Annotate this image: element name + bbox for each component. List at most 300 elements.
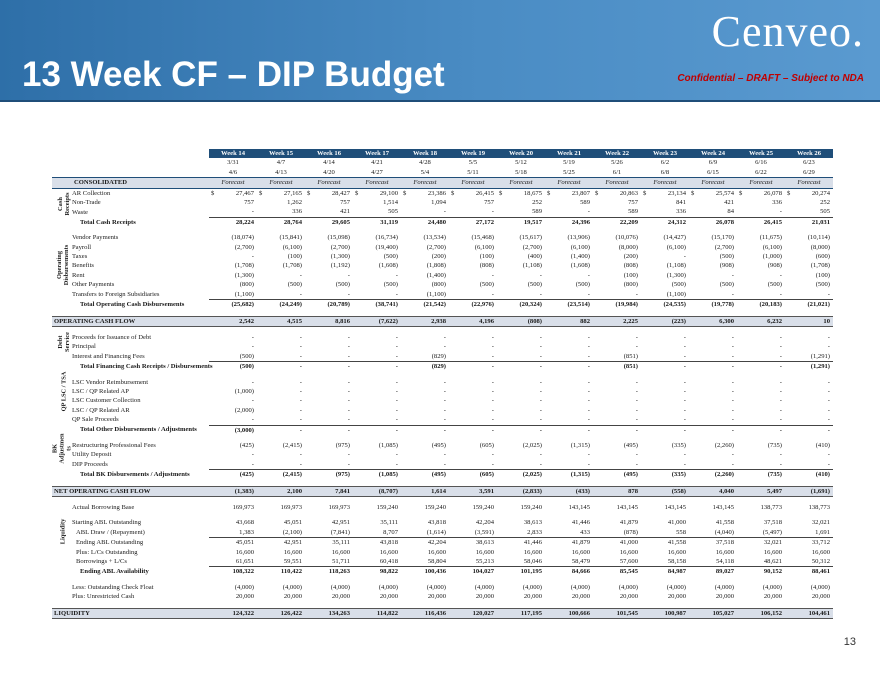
table-cell: [641, 406, 689, 415]
cell-value: 882: [580, 317, 590, 325]
cell-value: 20,000: [283, 593, 302, 601]
cell-value: -: [779, 352, 782, 360]
table-row: [52, 387, 833, 396]
table-cell: [785, 486, 833, 496]
cell-value: (500): [239, 352, 254, 360]
table-row: [52, 280, 833, 289]
table-cell: [497, 290, 545, 300]
cell-value: 110,422: [280, 568, 302, 576]
table-cell: [449, 518, 497, 527]
table-cell: [737, 450, 785, 459]
cell-value: 138,773: [808, 504, 830, 511]
table-cell: [545, 207, 593, 217]
table-cell: [209, 352, 257, 362]
cell-value: -: [683, 416, 686, 424]
cell-value: -: [299, 397, 302, 405]
cell-value: 124,322: [232, 609, 254, 617]
table-cell: [257, 362, 305, 372]
cell-value: -: [251, 397, 254, 405]
cell-value: (1,300): [666, 271, 686, 279]
table-cell: [785, 518, 833, 527]
cell-value: -: [299, 363, 302, 371]
cell-value: (4,040): [714, 528, 734, 536]
cell-value: -: [539, 290, 542, 298]
table-cell: [641, 450, 689, 459]
cell-value: -: [251, 333, 254, 341]
cell-value: 37,518: [763, 519, 782, 527]
table-cell: [353, 441, 401, 450]
cell-value: 41,000: [667, 519, 686, 527]
cell-value: (1,000): [762, 253, 782, 261]
table-cell: [641, 198, 689, 207]
cell-value: 22,209: [619, 218, 638, 226]
table-cell: [305, 271, 353, 280]
table-cell: [305, 316, 353, 326]
cell-value: 50,312: [811, 558, 830, 566]
cell-value: -: [395, 333, 398, 341]
table-cell: [449, 441, 497, 450]
table-cell: [353, 316, 401, 326]
cell-value: 16,600: [235, 548, 254, 556]
table-cell: [497, 316, 545, 326]
table-cell: [545, 503, 593, 512]
table-cell: [305, 207, 353, 217]
cell-value: 42,204: [475, 519, 494, 527]
table-cell: [353, 290, 401, 300]
table-cell: [257, 441, 305, 450]
cell-value: (2,025): [522, 471, 542, 479]
table-cell: [353, 538, 401, 548]
table-cell: [737, 557, 785, 567]
cell-value: (100): [623, 271, 638, 279]
cell-value: (808): [479, 262, 494, 270]
table-cell: [593, 198, 641, 207]
table-cell: [593, 567, 641, 577]
table-cell: [689, 387, 737, 396]
table-cell: [641, 415, 689, 425]
dollar-sign: $: [403, 189, 407, 197]
table-cell: [689, 243, 737, 252]
cell-value: -: [395, 290, 398, 298]
cell-value: (15,468): [471, 234, 494, 242]
side-label-qp-lsc-tsa: QP LSC / TSA: [60, 371, 68, 412]
cell-value: 27,165: [283, 189, 302, 197]
cell-value: 6,300: [719, 317, 734, 325]
table-cell: [545, 460, 593, 470]
forecast-label-2: Forecast: [257, 178, 305, 188]
table-cell: [401, 352, 449, 362]
table-cell: [209, 252, 257, 261]
table-cell: [497, 333, 545, 342]
table-cell: [353, 503, 401, 512]
table-cell: [209, 198, 257, 207]
cell-value: 421: [724, 199, 734, 207]
table-cell: [641, 342, 689, 351]
table-cell: [545, 528, 593, 538]
table-cell: [545, 290, 593, 300]
row-label: LSC Customer Collection: [72, 397, 141, 405]
table-cell: [401, 290, 449, 300]
table-cell: [401, 538, 449, 548]
table-cell: [545, 538, 593, 548]
cell-value: 37,518: [715, 539, 734, 547]
table-cell: [449, 538, 497, 548]
table-cell: [689, 592, 737, 601]
cell-value: -: [299, 406, 302, 414]
cell-value: -: [827, 290, 830, 298]
cell-value: -: [491, 387, 494, 395]
table-row: [52, 425, 833, 435]
cell-value: (605): [479, 441, 494, 449]
row-label: Ending ABL Availability: [80, 568, 149, 576]
table-cell: [209, 396, 257, 405]
forecast-label-5: Forecast: [401, 178, 449, 188]
table-cell: [497, 396, 545, 405]
cell-value: (851): [623, 352, 638, 360]
table-cell: [593, 252, 641, 261]
cell-value: 20,000: [427, 593, 446, 601]
table-cell: [305, 300, 353, 310]
cell-value: 118,263: [328, 568, 350, 576]
cell-value: 23,807: [571, 189, 590, 197]
end-date-2: 4/13: [275, 168, 287, 176]
cell-value: -: [443, 416, 446, 424]
table-cell: [641, 396, 689, 405]
cell-value: (2,833): [522, 487, 542, 495]
table-cell: [401, 592, 449, 601]
table-cell: [209, 470, 257, 480]
table-cell: [209, 608, 257, 618]
cell-value: 26,415: [475, 189, 494, 197]
cell-value: 42,951: [283, 539, 302, 547]
table-cell: [641, 387, 689, 396]
table-cell: [641, 352, 689, 362]
cell-value: 16,600: [427, 548, 446, 556]
table-cell: [593, 548, 641, 557]
cell-value: 20,000: [331, 593, 350, 601]
cell-value: 20,000: [475, 593, 494, 601]
end-date-12: 6/22: [755, 168, 767, 176]
table-cell: [785, 503, 833, 512]
table-cell: [209, 217, 257, 227]
table-cell: [353, 352, 401, 362]
table-cell: [353, 592, 401, 601]
cell-value: (19,778): [711, 301, 734, 309]
table-cell: [257, 567, 305, 577]
week-header-4: Week 17: [353, 149, 401, 158]
cell-value: -: [731, 387, 734, 395]
table-row: [52, 583, 833, 592]
cell-value: -: [491, 460, 494, 468]
table-cell: [497, 188, 545, 198]
row-label: Principal: [72, 343, 96, 351]
cell-value: 26,415: [763, 218, 782, 226]
cell-value: -: [491, 451, 494, 459]
table-cell: [689, 441, 737, 450]
cell-value: -: [779, 397, 782, 405]
cell-value: 169,973: [280, 504, 302, 511]
table-cell: [209, 333, 257, 342]
table-cell: [209, 557, 257, 567]
cell-value: (1,400): [426, 271, 446, 279]
table-cell: [737, 378, 785, 387]
table-cell: [641, 290, 689, 300]
cell-value: -: [731, 451, 734, 459]
cell-value: 7,841: [335, 487, 350, 495]
dollar-sign: $: [787, 189, 791, 197]
table-cell: [353, 450, 401, 459]
table-cell: [401, 557, 449, 567]
cell-value: 589: [628, 208, 638, 216]
table-cell: [305, 252, 353, 261]
dollar-sign: $: [691, 189, 695, 197]
week-header-9: Week 22: [593, 149, 641, 158]
table-cell: [497, 608, 545, 618]
cell-value: 16,600: [283, 548, 302, 556]
cell-value: -: [443, 208, 446, 216]
cell-value: (908): [719, 262, 734, 270]
cell-value: 84,666: [571, 568, 590, 576]
table-cell: [401, 233, 449, 242]
table-cell: [737, 261, 785, 270]
table-cell: [401, 271, 449, 280]
cell-value: 143,145: [664, 504, 686, 511]
table-cell: [353, 518, 401, 527]
cell-value: -: [539, 416, 542, 424]
cell-value: (2,415): [282, 441, 302, 449]
table-cell: [401, 243, 449, 252]
table-cell: [641, 528, 689, 538]
table-cell: [305, 387, 353, 396]
table-cell: [257, 583, 305, 592]
cell-value: -: [491, 378, 494, 386]
table-cell: [257, 387, 305, 396]
cell-value: 29,100: [379, 189, 398, 197]
cell-value: 20,000: [763, 593, 782, 601]
table-cell: [257, 217, 305, 227]
cell-value: -: [491, 363, 494, 371]
cell-value: 84,987: [667, 568, 686, 576]
table-cell: [497, 583, 545, 592]
table-cell: [689, 528, 737, 538]
cell-value: 98,822: [379, 568, 398, 576]
cell-value: (2,260): [714, 441, 734, 449]
table-cell: [449, 217, 497, 227]
table-cell: [449, 387, 497, 396]
table-cell: [209, 518, 257, 527]
table-row: [52, 271, 833, 280]
table-cell: [305, 441, 353, 450]
cell-value: (100): [479, 253, 494, 261]
cell-value: -: [347, 363, 350, 371]
cell-value: 116,436: [424, 609, 446, 617]
cell-value: 35,111: [332, 539, 350, 547]
cell-value: -: [491, 397, 494, 405]
cell-value: (829): [431, 363, 446, 371]
table-cell: [737, 503, 785, 512]
cell-value: (7,841): [330, 528, 350, 536]
table-cell: [449, 425, 497, 435]
table-cell: [449, 567, 497, 577]
cell-value: 169,973: [328, 504, 350, 511]
row-label: AR Collection: [72, 189, 111, 197]
cell-value: (495): [431, 441, 446, 449]
cell-value: (2,025): [522, 441, 542, 449]
table-cell: [353, 528, 401, 538]
cell-value: (2,700): [234, 243, 254, 251]
cell-value: 134,263: [328, 609, 350, 617]
table-cell: [353, 460, 401, 470]
table-cell: [257, 252, 305, 261]
table-row: [52, 217, 833, 227]
table-cell: [209, 503, 257, 512]
cell-value: 1,383: [239, 528, 254, 536]
cell-value: (1,400): [570, 253, 590, 261]
table-cell: [401, 342, 449, 351]
table-cell: [497, 528, 545, 538]
table-cell: [449, 557, 497, 567]
cell-value: (6,100): [474, 243, 494, 251]
table-cell: [449, 352, 497, 362]
cell-value: (410): [815, 441, 830, 449]
cell-value: 41,000: [619, 539, 638, 547]
cell-value: -: [827, 397, 830, 405]
table-cell: [497, 486, 545, 496]
table-cell: [737, 280, 785, 289]
table-row: [52, 300, 833, 310]
table-cell: [305, 233, 353, 242]
table-cell: [593, 290, 641, 300]
cell-value: -: [779, 406, 782, 414]
cell-value: -: [731, 271, 734, 279]
cell-value: 143,145: [616, 504, 638, 511]
table-cell: [209, 300, 257, 310]
table-cell: [401, 188, 449, 198]
cell-value: (495): [623, 471, 638, 479]
cell-value: -: [731, 378, 734, 386]
table-cell: [209, 486, 257, 496]
dollar-sign: $: [547, 189, 551, 197]
row-label: ABL Draw / (Repayment): [76, 529, 145, 537]
table-cell: [785, 528, 833, 538]
cell-value: 120,027: [472, 609, 494, 617]
table-cell: [353, 188, 401, 198]
cell-value: 169,973: [232, 504, 254, 511]
cell-value: -: [731, 416, 734, 424]
cell-value: (4,000): [810, 583, 830, 591]
table-cell: [305, 188, 353, 198]
table-cell: [785, 233, 833, 242]
row-label: Payroll: [72, 243, 92, 251]
cell-value: -: [491, 416, 494, 424]
table-row: [52, 557, 833, 567]
table-cell: [449, 592, 497, 601]
cell-value: (1,691): [810, 487, 830, 495]
row-label: Plus: L/Cs Outstanding: [76, 548, 138, 556]
cell-value: 16,600: [715, 548, 734, 556]
cell-value: -: [731, 343, 734, 351]
table-cell: [209, 450, 257, 459]
cell-value: -: [395, 352, 398, 360]
cell-value: -: [539, 451, 542, 459]
cell-value: (851): [623, 363, 638, 371]
table-cell: [593, 261, 641, 270]
table-cell: [641, 207, 689, 217]
table-cell: [257, 352, 305, 362]
week-header-5: Week 18: [401, 149, 449, 158]
cell-value: 2,225: [623, 317, 638, 325]
table-cell: [449, 415, 497, 425]
cell-value: 1,691: [815, 528, 830, 536]
cell-value: -: [779, 343, 782, 351]
table-cell: [641, 217, 689, 227]
cell-value: (15,617): [519, 234, 542, 242]
forecast-label-6: Forecast: [449, 178, 497, 188]
cell-value: 58,158: [667, 558, 686, 566]
table-cell: [785, 387, 833, 396]
cell-value: -: [587, 271, 590, 279]
cell-value: (23,514): [567, 301, 590, 309]
cell-value: -: [731, 290, 734, 298]
table-cell: [737, 290, 785, 300]
cell-value: -: [443, 406, 446, 414]
table-row: [52, 538, 833, 548]
cell-value: (2,700): [330, 243, 350, 251]
row-label: Other Payments: [72, 281, 115, 289]
row-label: OPERATING CASH FLOW: [52, 316, 209, 326]
cell-value: -: [779, 451, 782, 459]
end-date-1: 4/6: [228, 168, 238, 176]
table-cell: [689, 557, 737, 567]
table-cell: [257, 592, 305, 601]
cell-value: 41,879: [619, 519, 638, 527]
start-date-1: 3/31: [227, 159, 239, 167]
table-cell: [497, 470, 545, 480]
cell-value: (1,315): [570, 471, 590, 479]
cell-value: (38,741): [375, 301, 398, 309]
cell-value: 27,172: [475, 218, 494, 226]
table-row: [52, 252, 833, 261]
table-cell: [545, 342, 593, 351]
table-cell: [449, 406, 497, 415]
cell-value: -: [827, 426, 830, 434]
table-cell: [449, 470, 497, 480]
table-cell: [641, 333, 689, 342]
table-row: [52, 342, 833, 351]
table-cell: [545, 486, 593, 496]
cell-value: -: [299, 271, 302, 279]
table-cell: [401, 207, 449, 217]
cell-value: (735): [767, 441, 782, 449]
cell-value: 589: [580, 199, 590, 207]
table-cell: [545, 608, 593, 618]
cell-value: (25,682): [231, 301, 254, 309]
confidential-notice: Confidential – DRAFT – Subject to NDA: [677, 73, 864, 84]
table-cell: [737, 425, 785, 435]
cell-value: -: [779, 290, 782, 298]
cell-value: -: [683, 397, 686, 405]
table-cell: [641, 583, 689, 592]
cell-value: -: [827, 387, 830, 395]
table-cell: [689, 198, 737, 207]
cell-value: 336: [772, 199, 782, 207]
table-cell: [449, 528, 497, 538]
table-cell: [545, 567, 593, 577]
cell-value: -: [779, 426, 782, 434]
dollar-sign: $: [499, 189, 503, 197]
table-cell: [545, 387, 593, 396]
cell-value: (975): [335, 441, 350, 449]
